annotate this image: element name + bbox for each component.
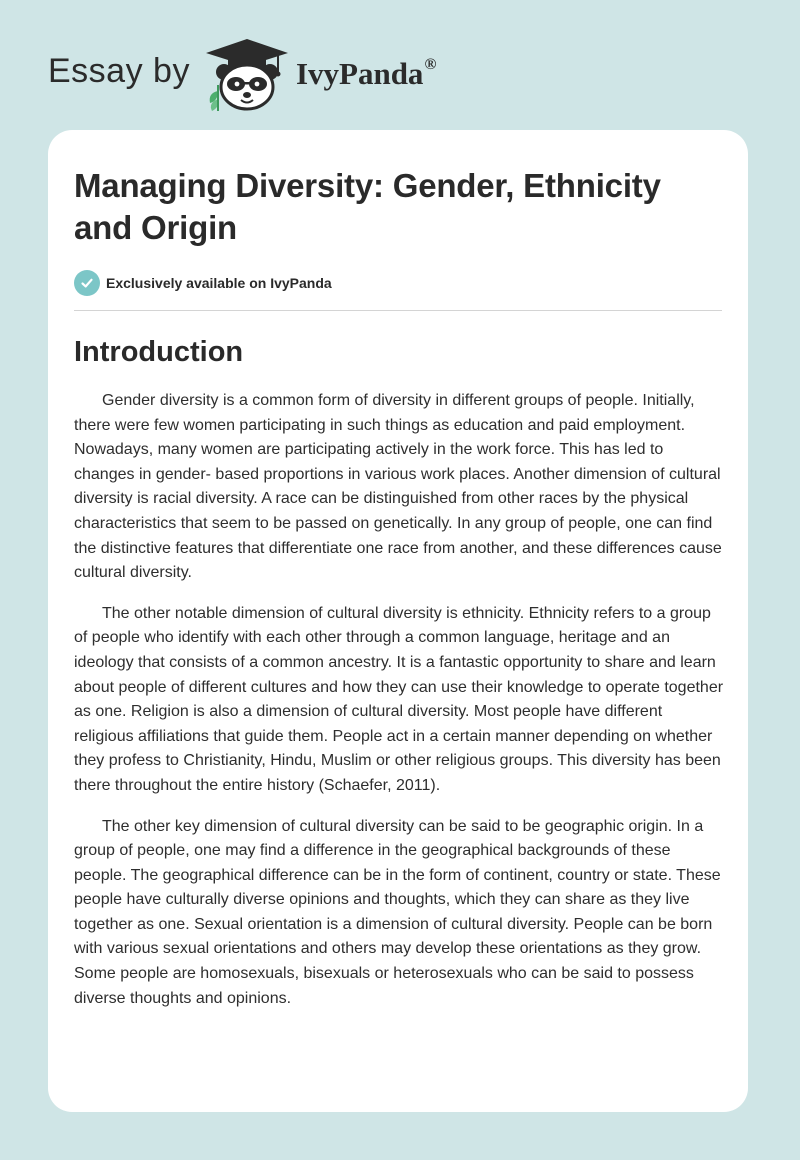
check-icon <box>74 270 100 296</box>
registered-mark: ® <box>424 55 437 73</box>
paragraph: Gender diversity is a common form of diversity in different groups of people. Initially, there were few women participating in such things as education and paid employment. Nowadays, many women are participating actively in the work force. This has led to changes in gender- based proportions in various work places. Another dimension of cultural diversity is racial diversity. A race can be distinguished from other races by the physical characteristics that seem to be passed on genetically. In any group of people, one can find the distinctive features that differentiate one race from another, and these differences cause cultural diversity. <box>74 392 722 582</box>
panda-graduate-logo-icon[interactable] <box>204 37 290 111</box>
essay-card <box>48 130 748 1112</box>
site-header <box>48 34 436 114</box>
paragraph: The other key dimension of cultural diversity can be said to be geographic origin. In a group of people, one may find a difference in the geographical backgrounds of these people. The geographical difference can be in the form of continent, country or state. These people have culturally diverse opinions and thoughts, which they can share as they live together as one. Sexual orientation is a dimension of cultural diversity. People can be born with various sexual orientations and others may develop these orientations as they grow. Some people are homosexuals, bisexuals or heterosexuals who can be said to possess diverse thoughts and opinions. <box>74 817 721 1007</box>
essay-by-label: Essay by <box>48 51 190 90</box>
essay-title: Managing Diversity: Gender, Ethnicity and Origin <box>74 167 661 246</box>
paragraph: The other notable dimension of cultural diversity is ethnicity. Ethnicity refers to a group of people who identify with each other through a common language, heritage and an ideology that consists of a common ancestry. It is a fantastic opportunity to share and learn about people of different cultures and how they can use their knowledge to operate together as one. Religion is also a dimension of cultural diversity. Most people have different religious affiliations that guide them. People act in a certain manner depending on whether they profess to Christianity, Hindu, Muslim or other religious groups. This diversity has been there throughout the entire history (Schaefer, 2011). <box>74 604 724 794</box>
brand-text: IvyPanda <box>295 56 424 91</box>
title-divider <box>74 310 722 311</box>
section-heading-introduction: Introduction <box>74 336 244 368</box>
exclusive-badge <box>74 269 722 297</box>
essay-body <box>74 389 722 1011</box>
exclusive-badge-text: Exclusively available on IvyPanda <box>106 275 332 291</box>
brand-name[interactable] <box>296 56 436 92</box>
